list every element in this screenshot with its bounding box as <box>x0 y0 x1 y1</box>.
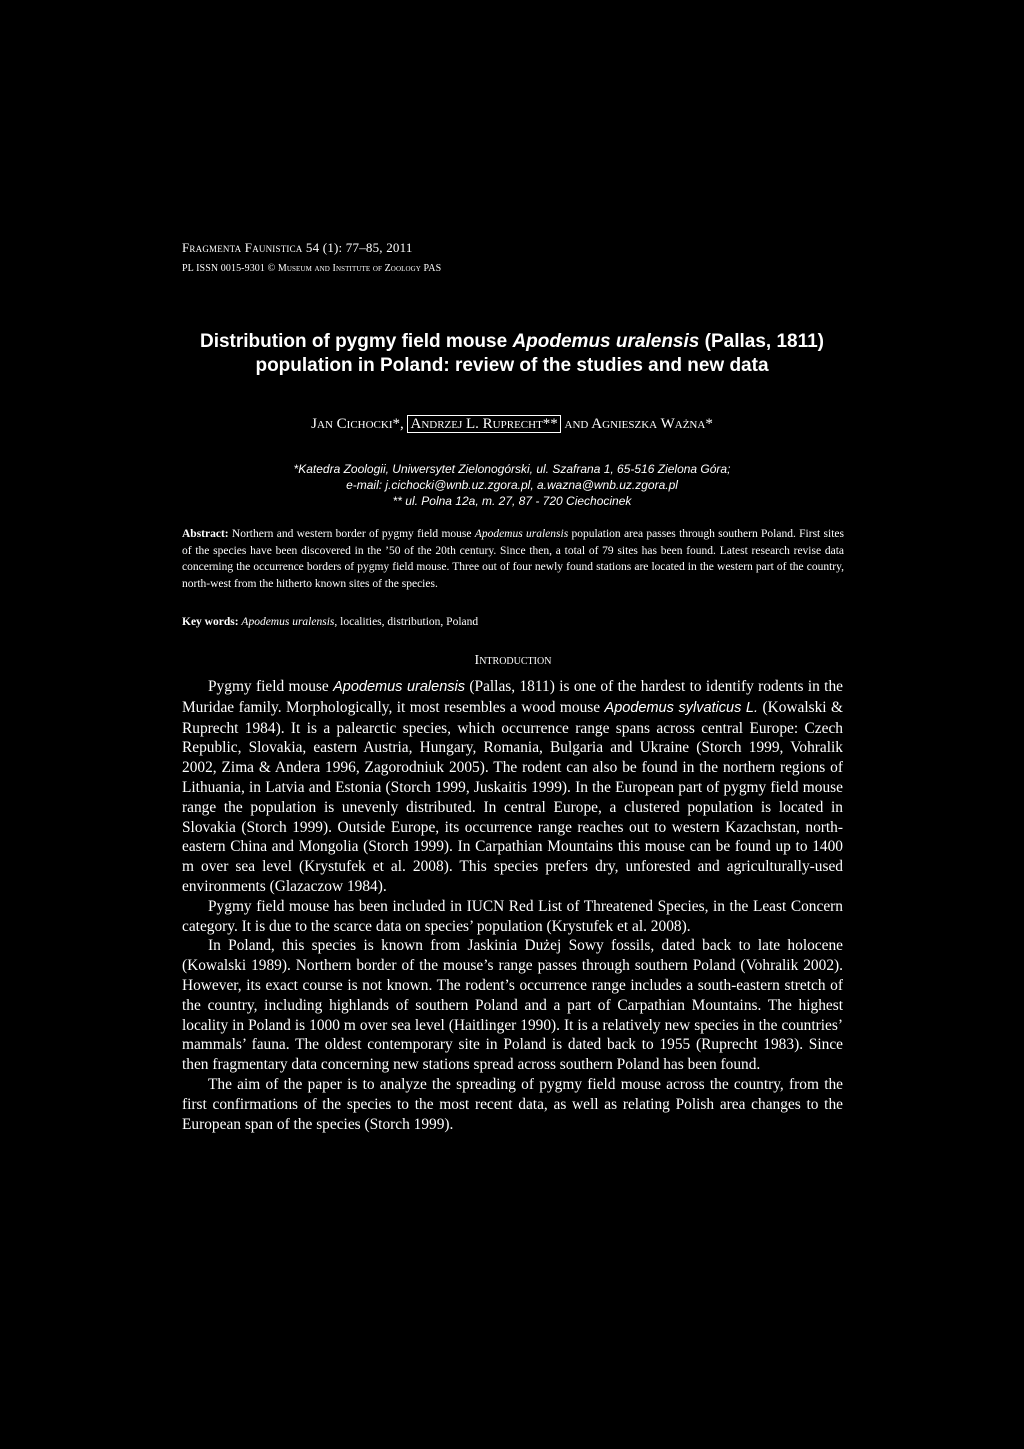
body-text <box>182 677 843 1134</box>
journal-citation: Fragmenta Faunistica 54 (1): 77–85, 2011 <box>182 240 413 255</box>
paragraph-4: The aim of the paper is to analyze the spreading of pygmy field mouse across the country, from the first confirmations of the species to the most recent data, as well as relating Polish area changes to the European span of the species (Storch 1999). <box>182 1075 843 1133</box>
paragraph-2: Pygmy field mouse has been included in IUCN Red List of Threatened Species, in the Least Concern category. It is due to the scarce data on species’ population (Krystufek et al. 2008). <box>182 897 843 935</box>
abstract <box>182 526 844 592</box>
title-part1: Distribution of pygmy field mouse <box>199 331 513 352</box>
keywords-rest: , localities, distribution, Poland <box>334 616 479 628</box>
section-heading-introduction: Introduction <box>474 653 552 668</box>
keywords-label: Key words: <box>182 616 239 628</box>
abstract-text-1: Northern and western border of pygmy field mouse <box>228 528 475 540</box>
affiliation-line-2: ** ul. Polna 12a, m. 27, 87 - 720 Ciechocinek <box>392 494 632 508</box>
affiliation-email: e-mail: j.cichocki@wnb.uz.zgora.pl, a.wazna@wnb.uz.zgora.pl <box>346 478 678 492</box>
author-3: and Agnieszka Ważna* <box>560 416 713 432</box>
p1-species-2: Apodemus sylvaticus L. <box>604 699 759 716</box>
issn-line: PL ISSN 0015-9301 © Museum and Institute of Zoology PAS <box>182 263 442 274</box>
title-species: Apodemus uralensis <box>512 331 700 352</box>
paragraph-3: In Poland, this species is known from Jaskinia Dużej Sowy fossils, dated back to late holocene (Kowalski 1989). Northern border of the mouse’s range passes through southern Poland (Vohralik 2002). However, its exact course is not known. The rodent’s occurrence range includes a south-eastern stretch of the country, including highlands of southern Poland and a part of Carpathian Mountains. The highest locality in Poland is 1000 m over sea level (Haitlinger 1990). It is a relatively new species in the countries’ mammals’ fauna. The oldest contemporary site in Poland is dated back to 1955 (Ruprecht 1983). Since then fragmentary data concerning new stations spread across southern Poland has been found. <box>182 937 843 1074</box>
abstract-species: Apodemus uralensis <box>474 528 569 540</box>
keywords <box>182 616 844 628</box>
p1-text-a: Pygmy field mouse <box>208 678 334 695</box>
abstract-text-2: population area passes through southern Poland. First sites of the species have been discovered in the ’50 of the 20th century. Since then, a total of 79 sites has been found. Latest research revise data concerning the occurrence borders of pygmy field mouse. Three out of four newly found stations are located in the western part of the country, north-west from the hitherto known sites of the species. <box>182 528 844 590</box>
paper-title <box>182 330 842 378</box>
author-1: Jan Cichocki*, <box>311 416 408 432</box>
affiliation-line-1: *Katedra Zoologii, Uniwersytet Zielonogórski, ul. Szafrana 1, 65-516 Zielona Góra; <box>293 462 731 476</box>
title-part2: (Pallas, 1811) population in Poland: review of the studies and new data <box>255 331 824 376</box>
author-list <box>182 416 842 433</box>
author-2: Andrzej L. Ruprecht** <box>407 415 560 433</box>
keywords-species: Apodemus uralensis <box>241 616 335 628</box>
p1-text-b: (Pallas, 1811) is one of the hardest to identify rodents in the Muridae family. Morphologically, it most resembles a wood mouse <box>182 678 843 716</box>
affiliations <box>182 461 842 509</box>
p1-species: Apodemus uralensis <box>333 679 466 695</box>
abstract-label: Abstract: <box>182 528 229 540</box>
p1-text-c: (Kowalski & Ruprecht 1984). It is a palearctic species, which occurrence range spans across central Europe: Czech Republic, Slovakia, eastern Austria, Hungary, Romania, Bulgaria and Ukraine (Storch 1999, Vohralik 2002, Zima & Andera 1996, Zagorodniuk 2005). The rodent can also be found in the northern regions of Lithuania, in Latvia and Estonia (Storch 1999, Juskaitis 1999). In the European part of pygmy field mouse range the population is unevenly distributed. In central Europe, a clustered population is located in Slovakia (Storch 1999). Outside Europe, its occurrence range reaches out to western Kazachstan, north-eastern China and Mongolia (Storch 1999). In Carpathian Mountains this mouse can be found up to 1400 m over sea level (Krystufek et al. 2008). This species prefers dry, unforested and agriculturally-used environments (Glazaczow 1984). <box>182 698 843 895</box>
paragraph-1 <box>182 677 843 897</box>
